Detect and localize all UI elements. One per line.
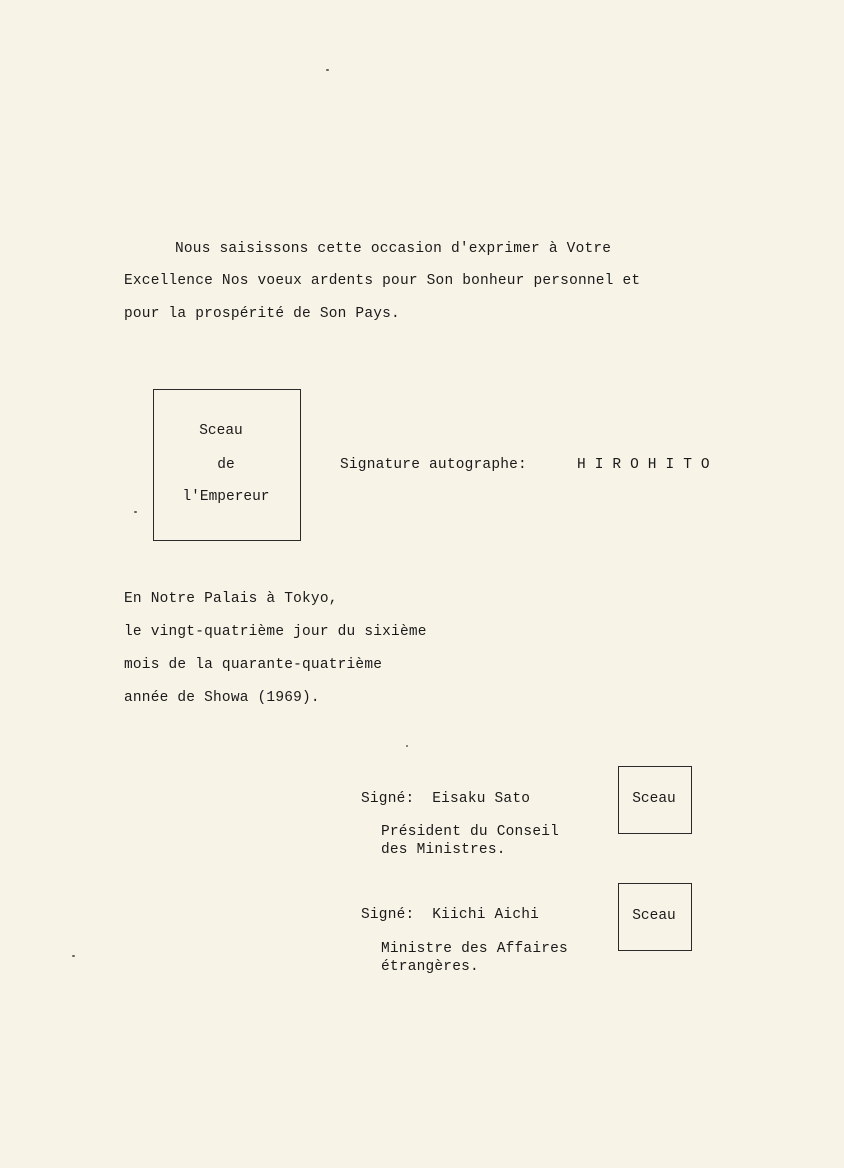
place-date-line-2: le vingt-quatrième jour du sixième xyxy=(124,624,427,640)
signatory1-signed: Signé: Eisaku Sato xyxy=(361,791,531,807)
signature-name: HIROHITO xyxy=(577,457,719,473)
signatory1-seal-label: Sceau xyxy=(632,791,676,807)
paper-speck xyxy=(134,511,137,513)
emperor-seal-line-3: l'Empereur xyxy=(182,489,270,505)
signature-label: Signature autographe: xyxy=(340,457,527,473)
emperor-seal-line-2: de xyxy=(217,457,235,473)
place-date-line-3: mois de la quarante-quatrième xyxy=(124,657,383,673)
paragraph-line-3: pour la prospérité de Son Pays. xyxy=(124,306,400,322)
emperor-seal-line-1: Sceau xyxy=(199,423,243,439)
signatory2-seal-label: Sceau xyxy=(632,908,676,924)
signatory1-title-1: Président du Conseil xyxy=(381,824,560,840)
paragraph-line-2: Excellence Nos voeux ardents pour Son bonheur personnel et xyxy=(124,273,641,289)
signatory2-signed: Signé: Kiichi Aichi xyxy=(361,907,540,923)
paper-speck xyxy=(406,745,408,747)
signatory2-title-2: étrangères. xyxy=(381,959,479,975)
paper-speck xyxy=(72,955,75,957)
paper-speck xyxy=(326,69,329,71)
paragraph-line-1: Nous saisissons cette occasion d'exprimer à Votre xyxy=(175,241,612,257)
place-date-line-4: année de Showa (1969). xyxy=(124,690,320,706)
signatory2-title-1: Ministre des Affaires xyxy=(381,941,568,957)
place-date-line-1: En Notre Palais à Tokyo, xyxy=(124,591,338,607)
signatory1-title-2: des Ministres. xyxy=(381,842,506,858)
